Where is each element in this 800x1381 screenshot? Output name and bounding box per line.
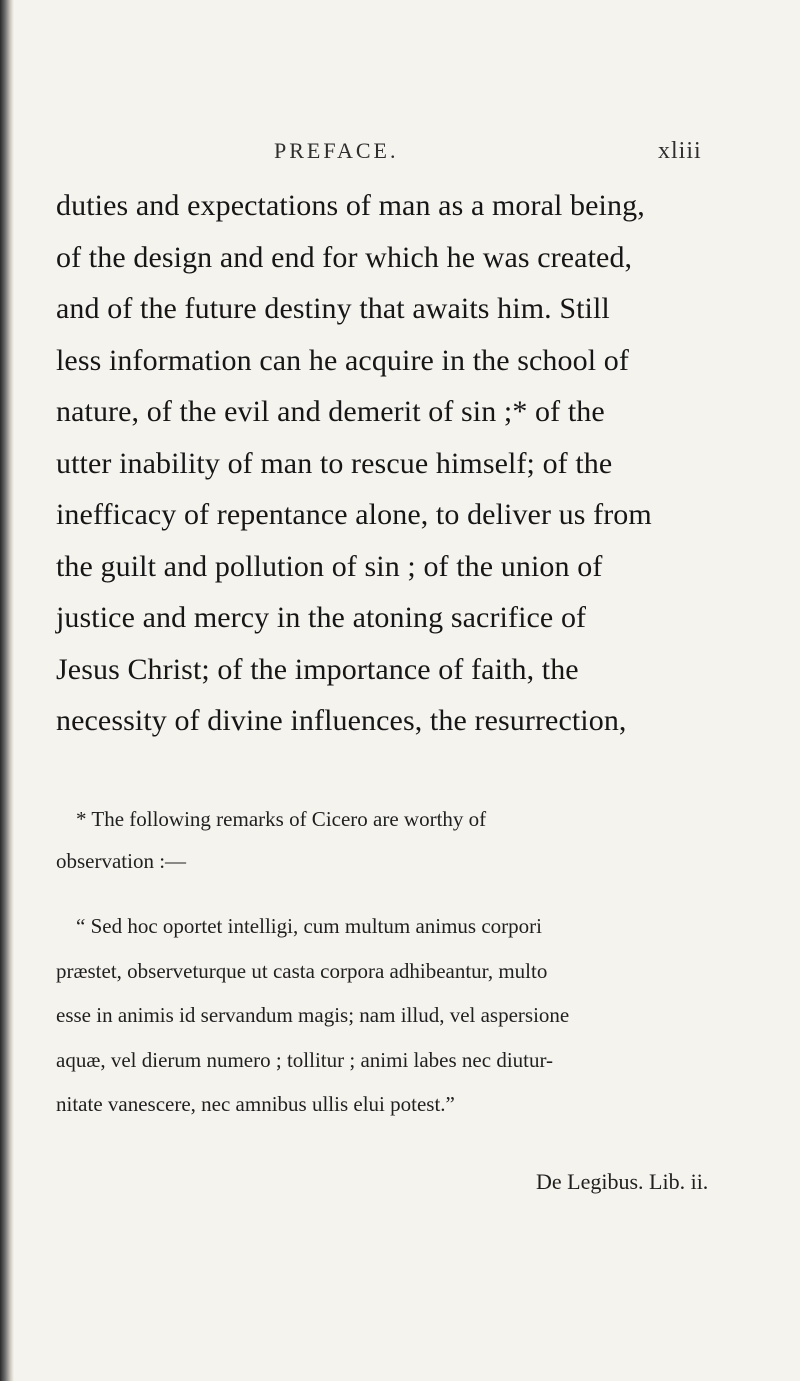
footnote-intro-line: * The following remarks of Cicero are worthy of [76,807,487,831]
body-line: and of the future destiny that awaits him. Still [56,292,610,325]
footnote-quote-line: “ Sed hoc oportet intelligi, cum multum animus corpori [76,914,542,938]
footnote [56,798,756,1127]
footnote-quote-line: aquæ, vel dierum numero ; tollitur ; animi labes nec diutur- [56,1047,554,1072]
footnote-quote-line: nitate vanescere, nec amnibus ullis elui potest.” [56,1092,455,1116]
body-line: utter inability of man to rescue himself; of the [56,446,613,480]
footnote-quote-line: præstet, observeturque ut casta corpora adhibeantur, multo [56,958,548,983]
body-line: necessity of divine influences, the resurrection, [56,704,627,737]
body-line: inefficacy of repentance alone, to deliver us from [56,498,652,531]
footnote-intro-line: observation :— [56,849,187,873]
body-line: nature, of the evil and demerit of sin ;* of the [56,395,605,428]
body-line: justice and mercy in the atoning sacrifice of [56,601,587,634]
footnote-citation: De Legibus. Lib. ii. [536,1169,709,1194]
footnote-quote-line: esse in animis id servandum magis; nam illud, vel aspersione [56,1003,570,1027]
body-line: less information can he acquire in the school of [56,343,629,377]
body-line: the guilt and pollution of sin ; of the union of [56,549,603,583]
page-binding-edge [0,0,14,1381]
body-text [56,180,756,747]
body-line: duties and expectations of man as a moral being, [56,189,645,222]
page-number: xliii [658,138,702,164]
body-line: of the design and end for which he was created, [56,240,633,274]
body-line: Jesus Christ; of the importance of faith, the [56,652,579,686]
running-head [0,138,800,168]
footnote-spacer [56,882,756,904]
running-head-title: PREFACE. [274,138,399,163]
